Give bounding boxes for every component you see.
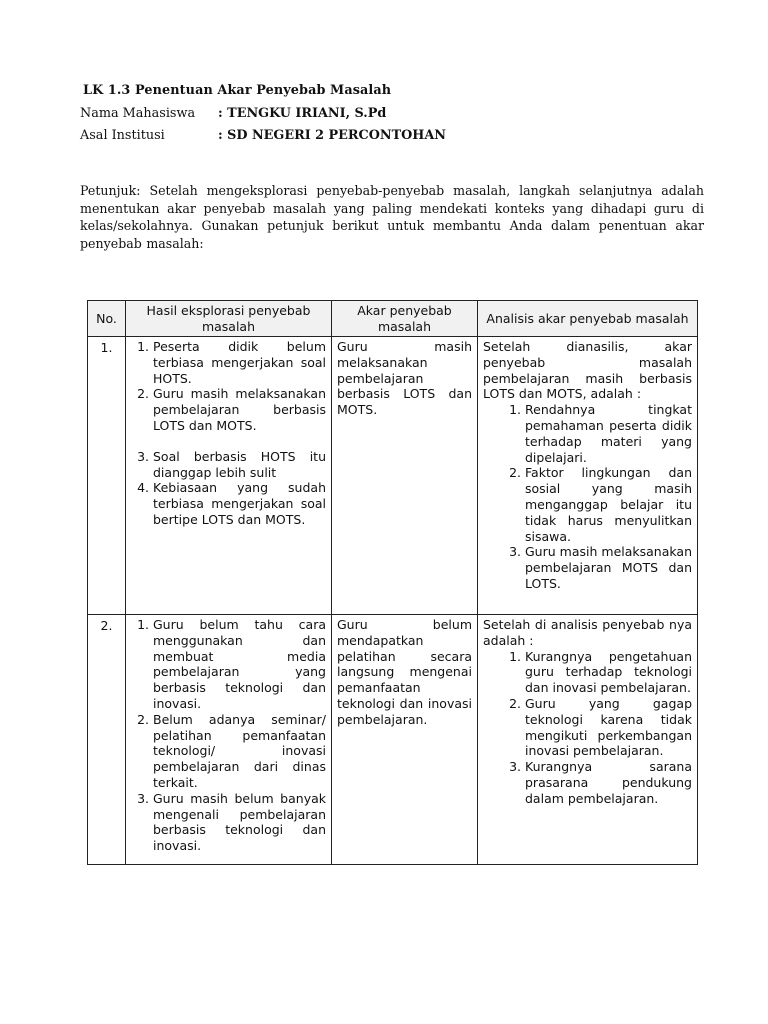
analysis-cell xyxy=(478,337,698,615)
analysis-list xyxy=(483,649,692,807)
header-analysis: Analisis akar penyebab masalah xyxy=(478,301,698,337)
student-name-value: : TENGKU IRIANI, S.Pd xyxy=(218,106,387,121)
institution-label: Asal Institusi xyxy=(80,128,165,143)
list-item: 1. Kurangnya pengetahuan guru terhadap teknologi dan inovasi pembelajaran. xyxy=(525,649,692,696)
student-name-row xyxy=(80,106,386,121)
list-item: 3. Guru masih belum banyak mengenali pembelajaran berbasis teknologi dan inovasi. xyxy=(153,791,326,854)
row-number: 2. xyxy=(88,615,126,865)
root-cause-cell: Guru belum mendapatkan pelatihan secara langsung mengenai pemanfaatan teknologi dan inovasi pembelajaran. xyxy=(332,615,478,865)
list-item: 2. Faktor lingkungan dan sosial yang masih menganggap belajar itu tidak harus menyulitkan sisawa. xyxy=(525,465,692,544)
list-item: 3. Kurangnya sarana prasarana pendukung dalam pembelajaran. xyxy=(525,759,692,806)
header-no: No. xyxy=(88,301,126,337)
exploration-cell xyxy=(126,615,332,865)
analysis-intro: Setelah di analisis penyebab nya adalah : xyxy=(483,617,692,648)
root-cause-cell: Guru masih melaksanakan pembelajaran berbasis LOTS dan MOTS. xyxy=(332,337,478,615)
list-item: 3. Guru masih melaksanakan pembelajaran MOTS dan LOTS. xyxy=(525,544,692,591)
cause-list xyxy=(131,339,326,528)
list-item: 2. Belum adanya seminar/ pelatihan pemanfaatan teknologi/ inovasi pembelajaran dari dinas terkait. xyxy=(153,712,326,791)
list-item: 1. Rendahnya tingkat pemahaman peserta didik terhadap materi yang dipelajari. xyxy=(525,402,692,465)
list-item: 1. Peserta didik belum terbiasa mengerjakan soal HOTS. xyxy=(153,339,326,386)
analysis-list xyxy=(483,402,692,592)
institution-value: : SD NEGERI 2 PERCONTOHAN xyxy=(218,128,446,143)
row-number: 1. xyxy=(88,337,126,615)
table-row xyxy=(88,615,698,865)
institution-row xyxy=(80,128,446,143)
header-exploration: Hasil eksplorasi penyebab masalah xyxy=(126,301,332,337)
cause-list xyxy=(131,617,326,854)
list-item: 2. Guru yang gagap teknologi karena tidak mengikuti perkembangan inovasi pembelajaran. xyxy=(525,696,692,759)
document-title: LK 1.3 Penentuan Akar Penyebab Masalah xyxy=(83,83,392,98)
exploration-cell xyxy=(126,337,332,615)
table-header-row xyxy=(88,301,698,337)
list-item: 4. Kebiasaan yang sudah terbiasa mengerjakan soal bertipe LOTS dan MOTS. xyxy=(153,480,326,527)
student-name-label: Nama Mahasiswa xyxy=(80,106,196,121)
list-item: 2. Guru masih melaksanakan pembelajaran berbasis LOTS dan MOTS. xyxy=(153,386,326,433)
list-item: 1. Guru belum tahu cara menggunakan dan membuat media pembelajaran yang berbasis teknologi dan inovasi. xyxy=(153,617,326,712)
list-item: 3. Soal berbasis HOTS itu dianggap lebih sulit xyxy=(153,449,326,481)
analysis-intro: Setelah dianasilis, akar penyebab masalah pembelajaran masih berbasis LOTS dan MOTS, adalah : xyxy=(483,339,692,402)
analysis-cell xyxy=(478,615,698,865)
table-row xyxy=(88,337,698,615)
root-cause-table xyxy=(87,300,698,865)
header-root-cause: Akar penyebab masalah xyxy=(332,301,478,337)
instruction-paragraph: Petunjuk: Setelah mengeksplorasi penyebab-penyebab masalah, langkah selanjutnya adalah menentukan akar penyebab masalah yang paling mendekati konteks yang dihadapi guru di kelas/sekolahnya. Gunakan petunjuk berikut untuk membantu Anda dalam penentuan akar penyebab masalah: xyxy=(80,183,704,251)
